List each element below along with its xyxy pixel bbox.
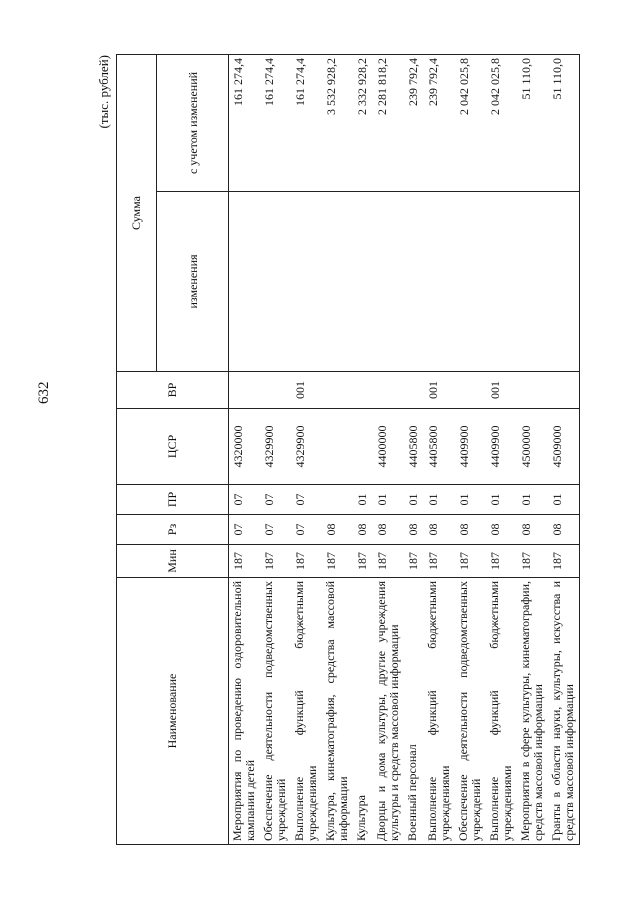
row-total: 161 274,4 (291, 54, 322, 191)
row-changes (517, 192, 548, 372)
row-rz: 08 (486, 515, 517, 545)
row-csr: 4329900 (260, 409, 291, 485)
row-min: 187 (486, 545, 517, 578)
units-label: (тыс. рублей) (96, 55, 111, 129)
row-name: Культура (353, 578, 373, 845)
row-min: 187 (424, 545, 455, 578)
row-rz: 07 (291, 515, 322, 545)
row-rz: 08 (353, 515, 373, 545)
header-pr: ПР (117, 485, 229, 515)
row-changes (260, 192, 291, 372)
row-min: 187 (455, 545, 486, 578)
row-pr: 01 (548, 485, 580, 515)
row-rz: 08 (424, 515, 455, 545)
row-rz: 08 (455, 515, 486, 545)
table-row (455, 54, 486, 844)
header-sum: Сумма (117, 54, 157, 371)
row-total: 3 532 928,2 (322, 54, 353, 191)
row-changes (229, 192, 261, 372)
row-changes (486, 192, 517, 372)
row-csr: 4409900 (455, 409, 486, 485)
row-name: Выполнение функций бюджетными учреждениями (486, 578, 517, 845)
row-changes (404, 192, 424, 372)
row-total: 51 110,0 (548, 54, 580, 191)
row-vr (404, 372, 424, 409)
row-vr (373, 372, 404, 409)
row-name: Обеспечение деятельности подведомственных учреждений (260, 578, 291, 845)
row-rz: 08 (404, 515, 424, 545)
row-csr: 4500000 (517, 409, 548, 485)
row-csr (353, 409, 373, 485)
row-vr: 001 (424, 372, 455, 409)
table-row (404, 54, 424, 844)
row-pr: 01 (424, 485, 455, 515)
row-rz: 08 (517, 515, 548, 545)
row-min: 187 (373, 545, 404, 578)
row-csr: 4400000 (373, 409, 404, 485)
row-pr: 07 (291, 485, 322, 515)
row-name: Мероприятия по проведению оздоровительной кампании детей (229, 578, 261, 845)
row-vr (455, 372, 486, 409)
row-csr: 4405800 (404, 409, 424, 485)
table-row (229, 54, 261, 844)
row-name: Военный персонал (404, 578, 424, 845)
row-min: 187 (322, 545, 353, 578)
row-pr: 01 (486, 485, 517, 515)
table-row (373, 54, 404, 844)
row-csr: 4409900 (486, 409, 517, 485)
row-csr: 4320000 (229, 409, 261, 485)
header-rz: Рз (117, 515, 229, 545)
row-name: Мероприятия в сфере культуры, кинематографии, средств массовой информации (517, 578, 548, 845)
row-changes (424, 192, 455, 372)
row-name: Культура, кинематография, средства массовой информации (322, 578, 353, 845)
row-csr: 4329900 (291, 409, 322, 485)
row-pr: 01 (353, 485, 373, 515)
row-pr (322, 485, 353, 515)
row-name: Гранты в области науки, культуры, искусства и средств массовой информации (548, 578, 580, 845)
row-changes (455, 192, 486, 372)
row-total: 51 110,0 (517, 54, 548, 191)
header-with-changes: с учетом изменений (157, 54, 229, 191)
row-rz: 07 (229, 515, 261, 545)
row-name: Дворцы и дома культуры, другие учреждения культуры и средств массовой информации (373, 578, 404, 845)
row-min: 187 (548, 545, 580, 578)
row-min: 187 (291, 545, 322, 578)
row-rz: 07 (260, 515, 291, 545)
row-changes (291, 192, 322, 372)
row-rz: 08 (322, 515, 353, 545)
row-total: 2 042 025,8 (486, 54, 517, 191)
row-total: 2 042 025,8 (455, 54, 486, 191)
row-vr (353, 372, 373, 409)
budget-table (116, 54, 580, 845)
table-body (229, 54, 580, 844)
table-row (548, 54, 580, 844)
row-total: 239 792,4 (424, 54, 455, 191)
row-min: 187 (229, 545, 261, 578)
row-rz: 08 (548, 515, 580, 545)
table-row (353, 54, 373, 844)
row-changes (322, 192, 353, 372)
rotated-table-block (96, 55, 594, 845)
row-changes (353, 192, 373, 372)
row-vr (548, 372, 580, 409)
row-name: Выполнение функций бюджетными учреждениями (424, 578, 455, 845)
row-name: Выполнение функций бюджетными учреждениями (291, 578, 322, 845)
row-rz: 08 (373, 515, 404, 545)
row-csr: 4509000 (548, 409, 580, 485)
row-total: 239 792,4 (404, 54, 424, 191)
row-min: 187 (404, 545, 424, 578)
header-min: Мин (117, 545, 229, 578)
table-row (322, 54, 353, 844)
header-csr: ЦСР (117, 409, 229, 485)
row-total: 161 274,4 (229, 54, 261, 191)
row-total: 161 274,4 (260, 54, 291, 191)
table-row (291, 54, 322, 844)
row-vr (260, 372, 291, 409)
row-pr: 01 (404, 485, 424, 515)
table-row (517, 54, 548, 844)
row-min: 187 (353, 545, 373, 578)
row-vr: 001 (486, 372, 517, 409)
row-pr: 01 (517, 485, 548, 515)
row-vr (322, 372, 353, 409)
page-number: 632 (36, 381, 52, 404)
row-vr: 001 (291, 372, 322, 409)
row-pr: 01 (373, 485, 404, 515)
row-total: 2 332 928,2 (353, 54, 373, 191)
row-csr: 4405800 (424, 409, 455, 485)
row-total: 2 281 818,2 (373, 54, 404, 191)
header-vr: ВР (117, 372, 229, 409)
row-csr (322, 409, 353, 485)
row-pr: 01 (455, 485, 486, 515)
row-changes (373, 192, 404, 372)
row-changes (548, 192, 580, 372)
header-changes: изменения (157, 192, 229, 372)
header-name: Наименование (117, 578, 229, 845)
row-vr (229, 372, 261, 409)
table-row (486, 54, 517, 844)
row-min: 187 (517, 545, 548, 578)
row-min: 187 (260, 545, 291, 578)
table-row (260, 54, 291, 844)
table-row (424, 54, 455, 844)
row-vr (517, 372, 548, 409)
row-pr: 07 (229, 485, 261, 515)
row-name: Обеспечение деятельности подведомственных учреждений (455, 578, 486, 845)
row-pr: 07 (260, 485, 291, 515)
